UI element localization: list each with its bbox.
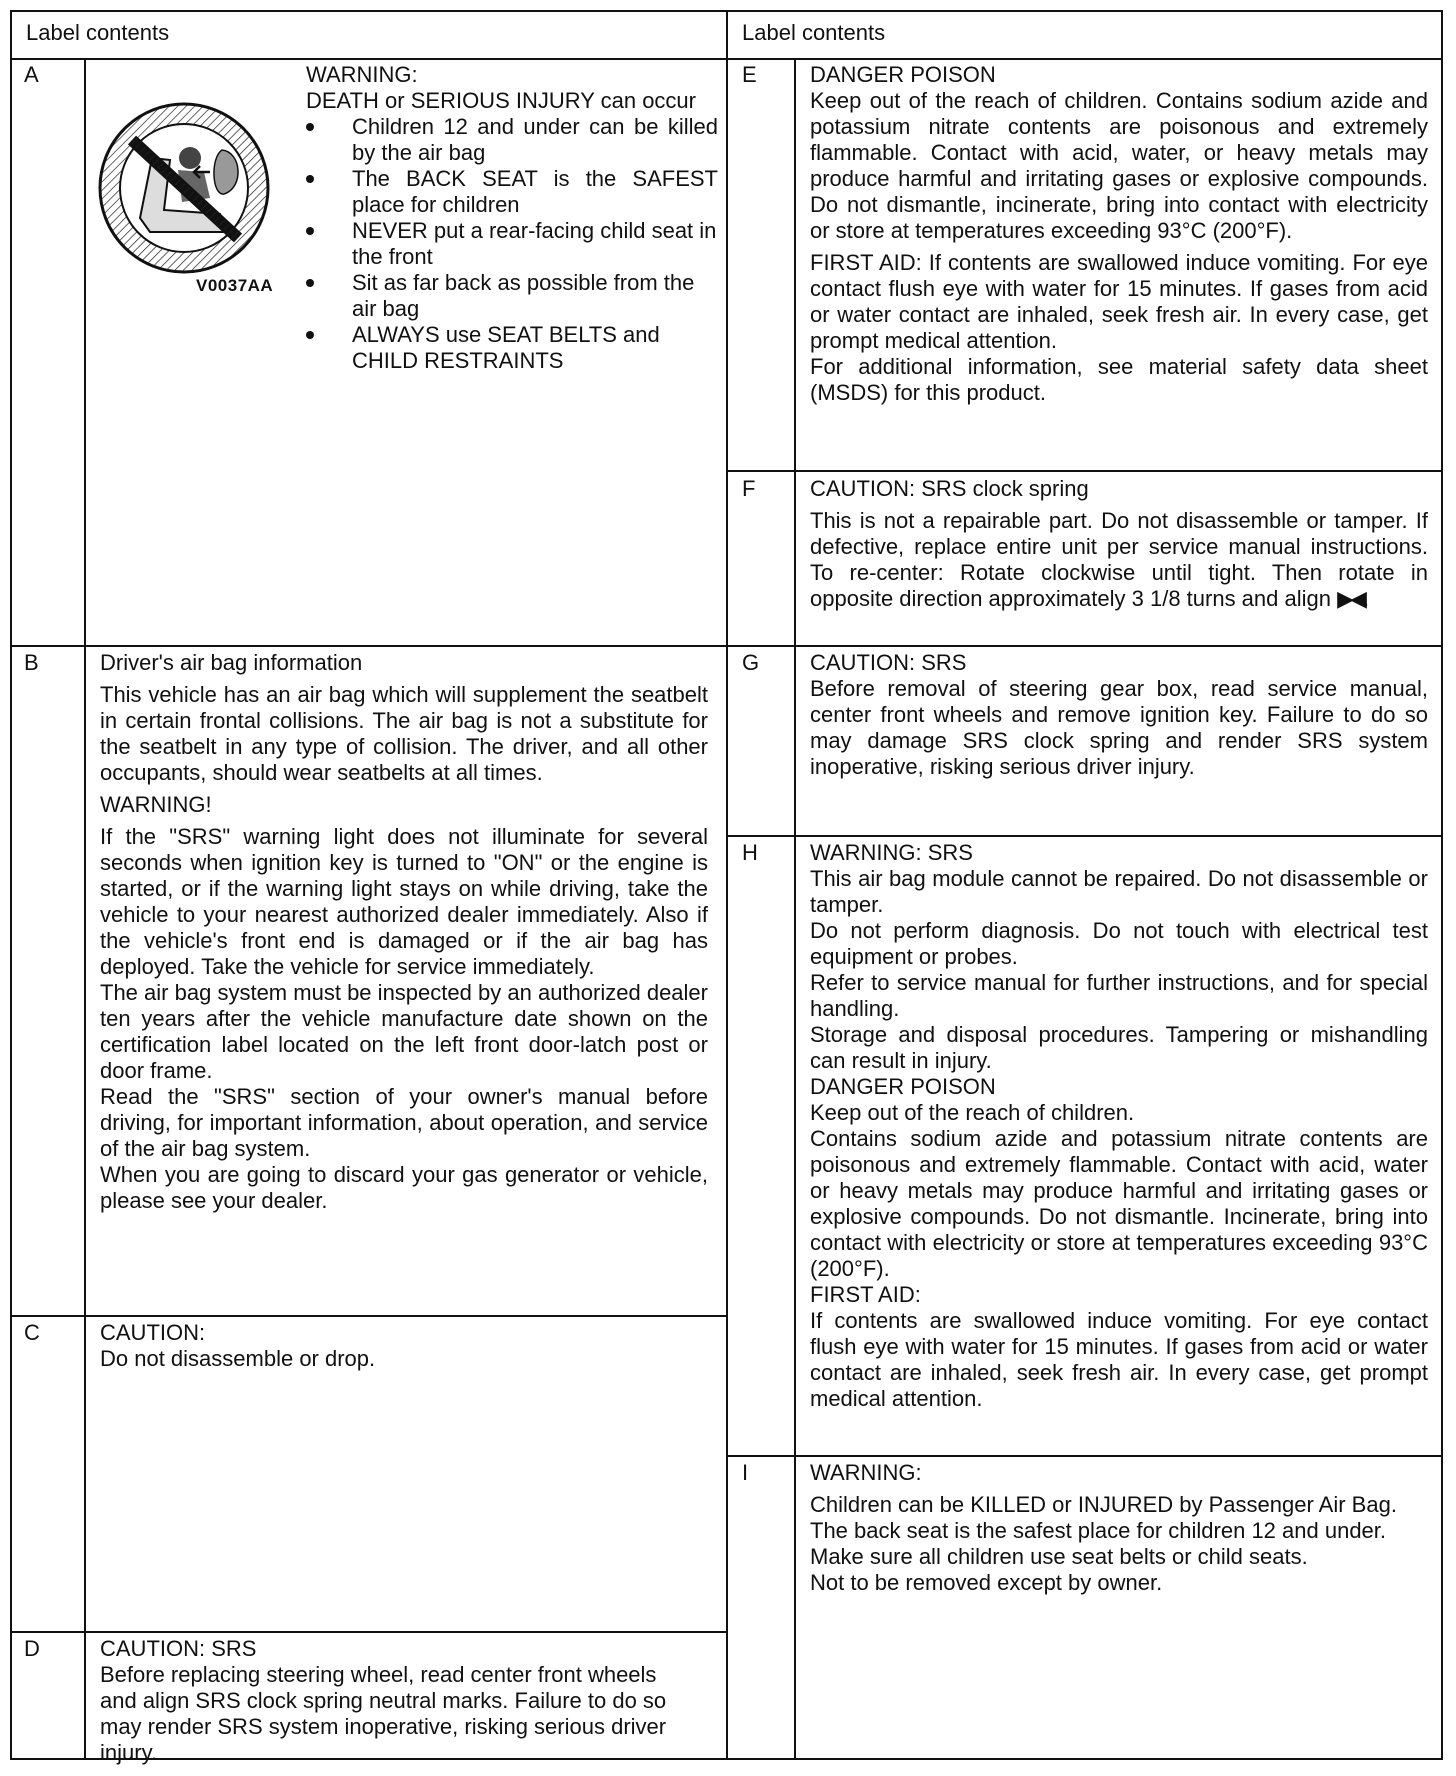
label-c-text: Do not disassemble or drop. [100,1346,376,1371]
label-letter-b: B [24,650,39,675]
label-b-paragraph: When you are going to discard your gas generator or vehicle, please see your dealer. [100,1162,708,1213]
label-b-warning: WARNING! [100,792,212,817]
label-h-line: Storage and disposal procedures. Tampering or mishandling can result in injury. [810,1022,1428,1073]
label-a-title: WARNING: [306,62,418,87]
label-i-line: Make sure all children use seat belts or child seats. [810,1544,1308,1569]
label-h-line: FIRST AID: [810,1282,921,1307]
label-b-title: Driver's air bag information [100,650,363,675]
label-f-title: CAUTION: SRS clock spring [810,476,1089,501]
header-right-title: Label contents [742,20,886,45]
label-letter-e: E [742,62,757,87]
label-d-text: Before replacing steering wheel, read center front wheels and align SRS clock spring neutral marks. Failure to do so may render SRS system inoperative, risking serious driver injury. [100,1662,667,1765]
right-letter-column-rule [794,58,796,1760]
label-letter-h: H [742,840,758,865]
label-i-content [810,1460,1428,1596]
label-letter-d: D [24,1636,40,1661]
row-rule-a-b [10,645,728,647]
label-letter-a: A [24,62,39,87]
label-i-title: WARNING: [810,1460,922,1485]
label-c-title: CAUTION: [100,1320,206,1345]
label-h-line: This air bag module cannot be repaired. Do not disassemble or tamper. [810,866,1428,917]
list-item: The BACK SEAT is the SAFEST place for children [296,166,718,218]
align-marks-icon: ▶◀. [1337,586,1366,611]
row-rule-e-f [726,470,1443,472]
label-a-bullet-list [0,114,718,374]
label-b-paragraph: If the "SRS" warning light does not illuminate for several seconds when ignition key is turned to "ON" or the engine is started, or if the warning light stays on while driving, take the vehicle to your nearest authorized dealer immediately. Also if the vehicle's front end is damaged or if the air bag has deployed. Take the vehicle for service immediately. [100,824,708,979]
image-caption: V0037AA [196,276,274,295]
label-b-paragraph: The air bag system must be inspected by an authorized dealer ten years after the vehicle manufacture date shown on the certification label located on the left front door-latch post or door frame. [100,980,708,1083]
label-e-content [810,62,1428,406]
label-f-text: This is not a repairable part. Do not disassemble or tamper. If defective, replace entire unit per service manual instructions. To re-center: Rotate clockwise until tight. Then rotate in opposite direction approximately 3 1/8 turns and align [810,508,1428,611]
label-b-content [100,650,708,1214]
label-a-content [306,62,718,374]
label-i-line: The back seat is the safest place for children 12 and under. [810,1518,1387,1543]
label-h-line: If contents are swallowed induce vomiting. For eye contact flush eye with water for 15 minutes. If gases from acid or water contact are inhaled, seek fresh air. In every case, get prompt medical attention. [810,1308,1428,1411]
row-rule-b-c [10,1315,728,1317]
label-h-line: Refer to service manual for further instructions, and for special handling. [810,970,1428,1021]
label-i-line: Not to be removed except by owner. [810,1570,1163,1595]
label-letter-g: G [742,650,760,675]
label-h-line: DANGER POISON [810,1074,996,1099]
row-rule-c-d [10,1631,728,1633]
label-c-content [100,1320,708,1372]
label-e-paragraph: For additional information, see material safety data sheet (MSDS) for this product. [810,354,1428,405]
label-e-title: DANGER POISON [810,62,996,87]
label-f-content [810,476,1428,612]
header-left-title: Label contents [26,20,170,45]
label-h-content [810,840,1428,1412]
row-rule-g-h [726,835,1443,837]
label-d-title: CAUTION: SRS [100,1636,257,1661]
table-border-right [1441,10,1443,1760]
list-item: Sit as far back as possible from the air bag [296,270,718,322]
list-item: Children 12 and under can be killed by the air bag [296,114,718,166]
label-letter-i: I [742,1460,749,1485]
label-g-content [810,650,1428,780]
label-d-content [100,1636,670,1766]
list-item: ALWAYS use SEAT BELTS and CHILD RESTRAINTS [296,322,718,374]
label-h-line: Keep out of the reach of children. [810,1100,1135,1125]
header-rule [10,58,1443,60]
label-h-title: WARNING: SRS [810,840,973,865]
label-f-text-wrap [810,508,1428,612]
label-e-paragraph: Keep out of the reach of children. Contains sodium azide and potassium nitrate contents are poisonous and extremely flammable. Contact with acid, water, or heavy metals may produce harmful and irritating gases or explosive compounds. Do not dismantle, incinerate, bring into contact with electricity or store at temperatures exceeding 93°C (200°F). [810,88,1428,243]
label-b-paragraph: Read the "SRS" section of your owner's manual before driving, for important information, about operation, and service of the air bag system. [100,1084,708,1161]
row-rule-h-i [726,1455,1443,1457]
table-divider-middle [726,10,728,1760]
label-g-title: CAUTION: SRS [810,650,967,675]
label-h-line: Contains sodium azide and potassium nitrate contents are poisonous and extremely flammable. Contact with acid, water or heavy metals may produce harmful and irritating gases or explosive compounds. Do not dismantle. Incinerate, bring into contact with electricity or store at temperatures exceeding 93°C (200°F). [810,1126,1428,1281]
label-a-subtitle: DEATH or SERIOUS INJURY can occur [306,88,696,113]
label-letter-f: F [742,476,756,501]
label-i-line: Children can be KILLED or INJURED by Passenger Air Bag. [810,1492,1397,1517]
row-rule-f-g [726,645,1443,647]
label-h-line: Do not perform diagnosis. Do not touch with electrical test equipment or probes. [810,918,1428,969]
label-g-text: Before removal of steering gear box, read service manual, center front wheels and remove ignition key. Failure to do so may damage SRS clock spring and render SRS system inoperative, risking serious driver injury. [810,676,1428,779]
label-letter-c: C [24,1320,40,1345]
label-e-paragraph: FIRST AID: If contents are swallowed induce vomiting. For eye contact flush eye with water for 15 minutes. If gases from acid or water contact are inhaled, seek fresh air. In every case, get prompt medical attention. [810,250,1428,353]
list-item: NEVER put a rear-facing child seat in the front [296,218,718,270]
label-b-paragraph: This vehicle has an air bag which will supplement the seatbelt in certain frontal collisions. The air bag is not a substitute for the seatbelt in any type of collision. The driver, and all other occupants, should wear seatbelts at all times. [100,682,708,785]
